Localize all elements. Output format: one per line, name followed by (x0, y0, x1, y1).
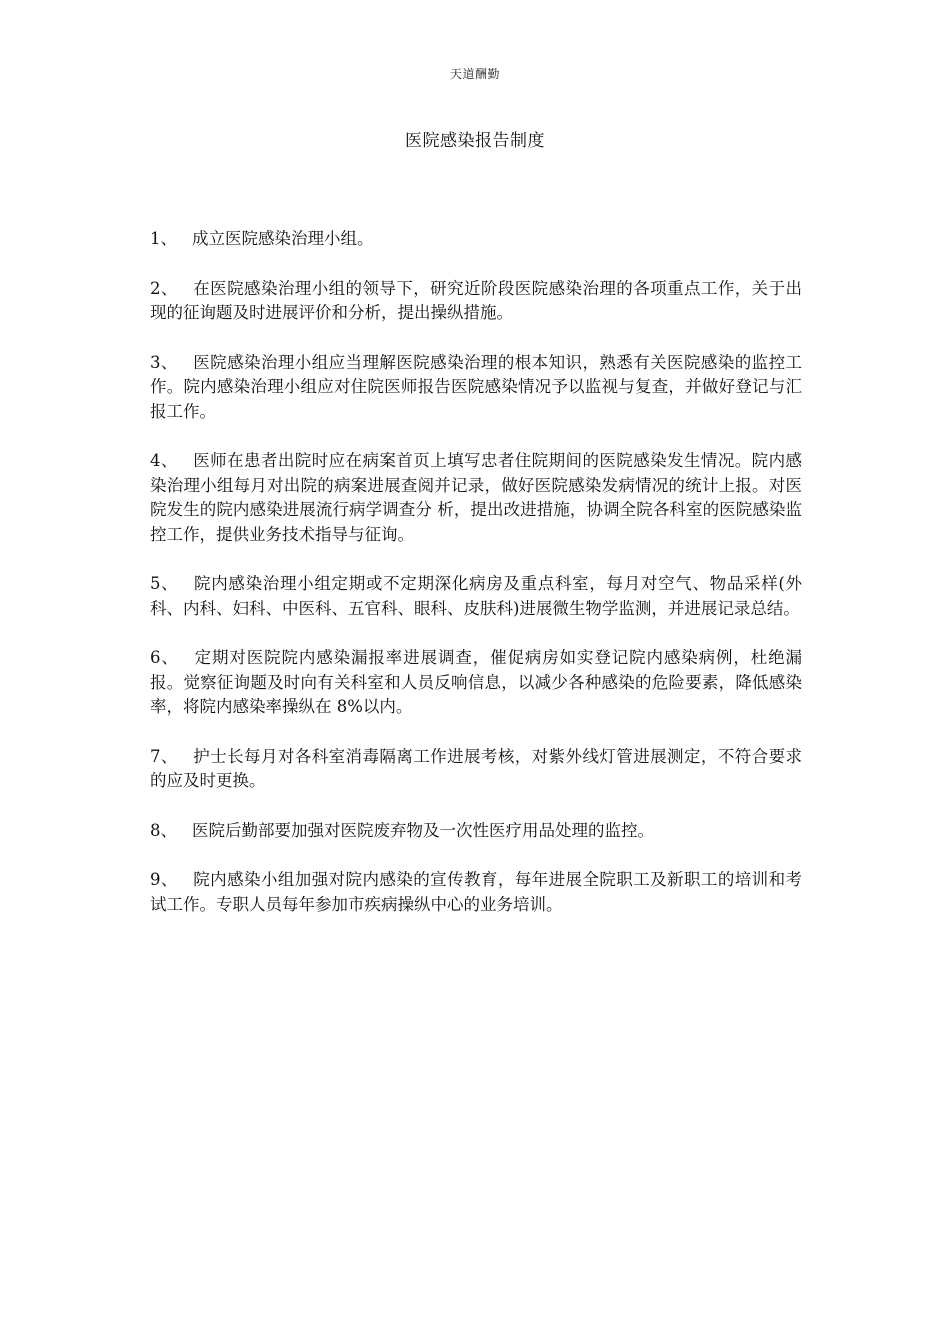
item-number: 3、 (150, 352, 178, 372)
list-item (150, 449, 802, 547)
page-header: 天道酬勤 (449, 67, 500, 81)
item-text: 医院后勤部要加强对医院废弃物及一次性医疗用品处理的监控。 (192, 820, 654, 840)
item-number: 7、 (150, 746, 178, 766)
list-item (150, 227, 802, 252)
item-number: 9、 (150, 870, 178, 889)
item-text: 在医院感染治理小组的领导下，研究近阶段医院感染治理的各项重点工作，关于出现的征询题及时进展评价和分析，提出操纵措施。 (150, 278, 803, 322)
item-text: 医院感染治理小组应当理解医院感染治理的根本知识，熟悉有关医院感染的监控工作。院内感染治理小组应对住院医师报告医院感染情况予以监视与复查，并做好登记与汇报工作。 (150, 352, 803, 421)
item-text: 护士长每月对各科室消毒隔离工作进展考核，对紫外线灯管进展测定，不符合要求的应及时更换。 (150, 746, 803, 790)
list-item (150, 572, 802, 621)
item-number: 8、 (150, 820, 177, 840)
item-number: 2、 (150, 278, 178, 298)
list-item (150, 351, 802, 425)
list-item (150, 646, 802, 720)
item-text: 院内感染治理小组定期或不定期深化病房及重点科室，每月对空气、物品采样(外科、内科、妇科、中医科、五官科、眼科、皮肤科)进展微生物学监测，并进展记录总结。 (150, 574, 803, 618)
item-number: 5、 (150, 574, 179, 593)
page-title: 医院感染报告制度 (405, 131, 545, 151)
item-text: 院内感染小组加强对院内感染的宣传教育，每年进展全院职工及新职工的培训和考试工作。专职人员每年参加市疾病操纵中心的业务培训。 (150, 870, 803, 914)
item-text: 成立医院感染治理小组。 (192, 229, 374, 248)
list-item (150, 277, 802, 326)
item-text: 定期对医院院内感染漏报率进展调查，催促病房如实登记院内感染病例，杜绝漏报。觉察征询题及时向有关科室和人员反响信息，以减少各种感染的危险要素，降低感染率，将院内感染率操纵在 8%以内。 (150, 648, 803, 716)
list-item (150, 745, 802, 794)
list-item (150, 819, 802, 844)
item-number: 6、 (150, 648, 179, 667)
item-number: 4、 (150, 451, 178, 470)
item-number: 1、 (150, 229, 177, 248)
item-text: 医师在患者出院时应在病案首页上填写忠者住院期间的医院感染发生情况。院内感染治理小组每月对出院的病案进展查阅并记录，做好医院感染发病情况的统计上报。对医院发生的院内感染进展流行病学调查分 析，提出改进措施，协调全院各科室的医院感染监控工作，提供业务技术指导与征询。 (150, 451, 803, 544)
list-item (150, 868, 802, 917)
document-body (150, 227, 802, 942)
